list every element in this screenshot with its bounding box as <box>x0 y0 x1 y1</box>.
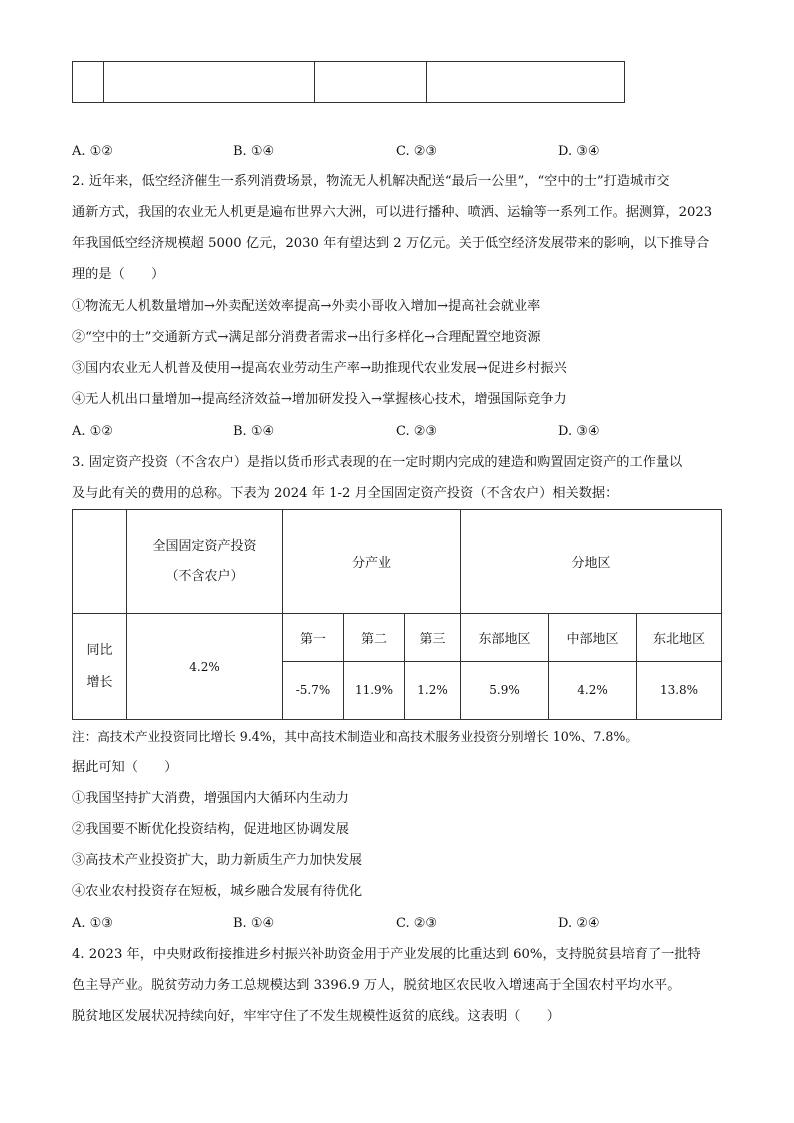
q3-item-2: ②我国要不断优化投资结构，促进地区协调发展 <box>72 822 349 837</box>
header-total-line: 全国固定资产投资 <box>152 538 257 554</box>
region-northeast: 东北地区 <box>637 614 722 661</box>
q2-option-b[interactable]: B. ①④ <box>233 424 275 439</box>
q2-item-2: ②“空中的士”交通新方式→满足部分消费者需求→出行多样化→合理配置空地资源 <box>72 330 541 345</box>
q2-stem-line: 理的是（ ） <box>72 267 165 282</box>
q2-option-c[interactable]: C. ②③ <box>396 424 438 439</box>
industry-secondary: 第二 <box>344 614 405 661</box>
q4-stem-line: 4. 2023 年，中央财政衔接推进乡村振兴补助资金用于产业发展的比重达到 60%，支持脱贫县培育了一批特 <box>72 947 701 962</box>
q3-option-b[interactable]: B. ①④ <box>233 916 275 931</box>
q3-option-d[interactable]: D. ②④ <box>558 916 600 931</box>
region-central-value: 4.2% <box>549 661 637 719</box>
header-total-line: （不含农户） <box>165 568 244 584</box>
q4-stem-line: 色主导产业。脱贫劳动力务工总规模达到 3396.9 万人，脱贫地区农民收入增速高于全国农村平均水平。 <box>72 978 681 993</box>
q3-item-1: ①我国坚持扩大消费，增强国内大循环内生动力 <box>72 791 349 806</box>
industry-tertiary: 第三 <box>405 614 461 661</box>
industry-secondary-value: 11.9% <box>344 661 405 719</box>
header-total-investment <box>127 510 283 614</box>
q3-option-c[interactable]: C. ②③ <box>396 916 438 931</box>
investment-table <box>72 509 722 720</box>
industry-primary-value: -5.7% <box>283 661 344 719</box>
region-northeast-value: 13.8% <box>637 661 722 719</box>
q2-option-a[interactable]: A. ①② <box>72 424 113 439</box>
header-region: 分地区 <box>461 510 722 614</box>
q2-item-1: ①物流无人机数量增加→外卖配送效率提高→外卖小哥收入增加→提高社会就业率 <box>72 299 541 314</box>
q1-option-c[interactable]: C. ②③ <box>396 144 438 159</box>
q3-item-4: ④农业农村投资存在短板，城乡融合发展有待优化 <box>72 884 363 899</box>
industry-tertiary-value: 1.2% <box>405 661 461 719</box>
top-table-cell <box>315 62 427 103</box>
q2-option-d[interactable]: D. ③④ <box>558 424 600 439</box>
q2-stem-line: 2. 近年来，低空经济催生一系列消费场景，物流无人机解决配送“最后一公里”，“空中的士”打造城市交 <box>72 174 670 189</box>
q4-stem-line: 脱贫地区发展状况持续向好，牢牢守住了不发生规模性返贫的底线。这表明（ ） <box>72 1009 560 1024</box>
table-corner-cell <box>73 510 127 614</box>
q3-item-3: ③高技术产业投资扩大，助力新质生产力加快发展 <box>72 853 363 868</box>
q2-stem-line: 通新方式，我国的农业无人机更是遍布世界六大洲，可以进行播种、喷洒、运输等一系列工作。据测算，2023 <box>72 205 713 220</box>
q3-prompt: 据此可知（ ） <box>72 760 178 775</box>
q1-option-a[interactable]: A. ①② <box>72 144 113 159</box>
q2-stem-line: 年我国低空经济规模超 5000 亿元，2030 年有望达到 2 万亿元。关于低空经济发展带来的影响，以下推导合 <box>72 236 710 251</box>
header-industry: 分产业 <box>283 510 461 614</box>
region-east: 东部地区 <box>461 614 549 661</box>
region-east-value: 5.9% <box>461 661 549 719</box>
q3-stem-line: 3. 固定资产投资（不含农户）是指以货币形式表现的在一定时期内完成的建造和购置固定资产的工作量以 <box>72 455 683 470</box>
region-central: 中部地区 <box>549 614 637 661</box>
industry-primary: 第一 <box>283 614 344 661</box>
q3-option-a[interactable]: A. ①③ <box>72 916 113 931</box>
q1-option-d[interactable]: D. ③④ <box>558 144 600 159</box>
q2-item-4: ④无人机出口量增加→提高经济效益→增加研发投入→掌握核心技术，增强国际竞争力 <box>72 392 567 407</box>
q3-stem-line: 及与此有关的费用的总称。下表为 2024 年 1-2 月全国固定资产投资（不含农户）相关数据： <box>72 486 619 501</box>
row-label-line: 同比 <box>86 642 113 658</box>
q2-item-3: ③国内农业无人机普及使用→提高农业劳动生产率→助推现代农业发展→促进乡村振兴 <box>72 361 567 376</box>
q1-option-b[interactable]: B. ①④ <box>233 144 275 159</box>
top-table-cell <box>73 62 104 103</box>
total-value: 4.2% <box>127 614 283 720</box>
q3-note: 注：高技术产业投资同比增长 9.4%，其中高技术制造业和高技术服务业投资分别增长 10%、7.8%。 <box>72 729 638 744</box>
top-table-cell <box>427 62 625 103</box>
top-table-cell <box>104 62 315 103</box>
row-label-yoy <box>73 614 127 720</box>
top-table <box>72 61 625 103</box>
row-label-line: 增长 <box>86 674 113 690</box>
